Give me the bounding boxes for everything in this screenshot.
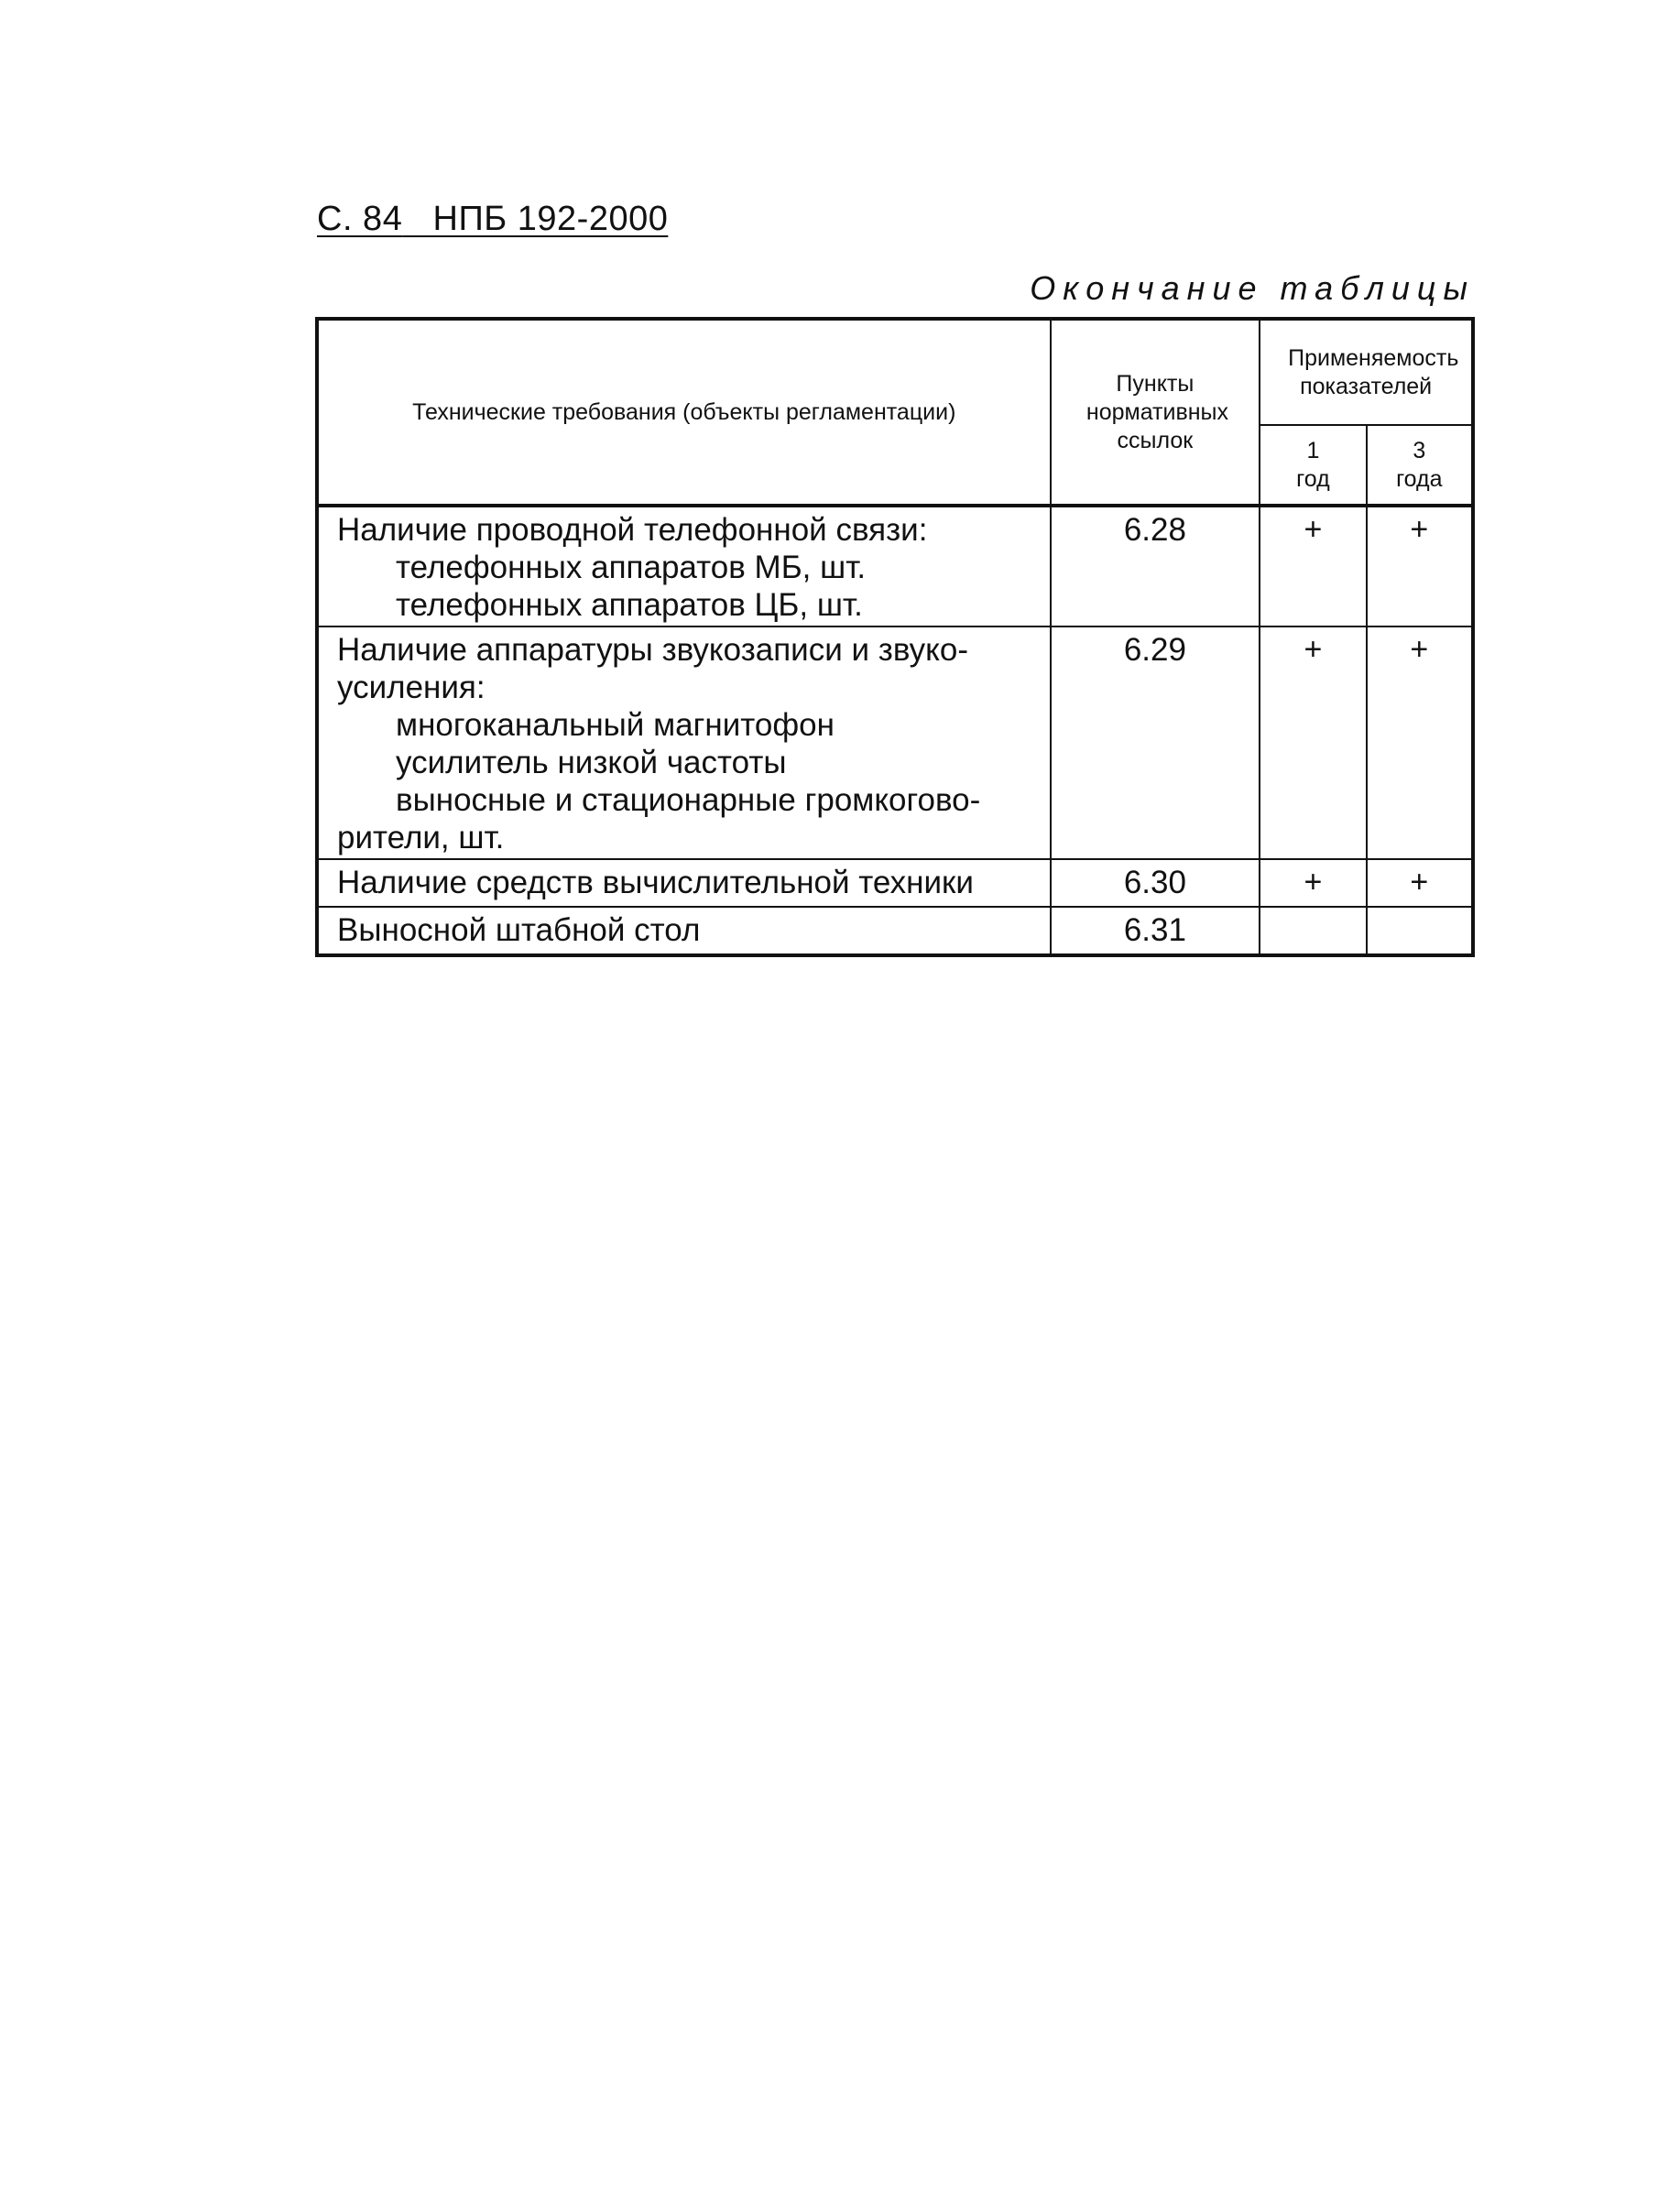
applicability-3-years-cell: +: [1367, 506, 1473, 626]
table-body: [317, 506, 1473, 955]
applicability-1-year-cell: [1260, 907, 1366, 955]
requirement-line: рители, шт.: [337, 820, 505, 855]
column-header-references-text: Пункты нормативных ссылок: [1085, 370, 1229, 453]
requirement-line: телефонных аппаратов ЦБ, шт.: [396, 587, 863, 623]
requirement-line: усилитель низкой частоты: [396, 745, 787, 780]
column-header-references: [1051, 319, 1260, 506]
table-row: [317, 907, 1473, 955]
reference-cell: 6.30: [1051, 859, 1260, 907]
requirement-line: Выносной штабной стол: [337, 912, 701, 948]
requirement-line: Наличие аппаратуры звукозаписи и звуко-: [337, 632, 968, 668]
year-1-unit: год: [1296, 465, 1330, 492]
column-header-year-3: [1367, 425, 1473, 506]
applicability-3-years-cell: +: [1367, 626, 1473, 859]
year-3-unit: года: [1396, 465, 1443, 492]
requirement-line: Наличие средств вычислительной техники: [337, 865, 974, 900]
applicability-3-years-cell: +: [1367, 859, 1473, 907]
table-caption: Окончание таблицы: [1030, 269, 1475, 307]
year-1-number: 1: [1306, 437, 1320, 463]
document-code: НПБ 192-2000: [432, 200, 669, 238]
table-row: [317, 626, 1473, 859]
applicability-3-years-cell: [1367, 907, 1473, 955]
applicability-1-year-cell: +: [1260, 859, 1366, 907]
column-header-applicability-text: Применяемость показателей: [1288, 344, 1459, 399]
reference-cell: 6.31: [1051, 907, 1260, 955]
requirements-table: [315, 317, 1475, 957]
column-header-year-1: [1260, 425, 1366, 506]
requirement-cell: [317, 859, 1051, 907]
requirement-line: Наличие проводной телефонной связи:: [337, 512, 928, 548]
table-row: [317, 859, 1473, 907]
requirement-cell: [317, 506, 1051, 626]
year-3-number: 3: [1413, 437, 1426, 463]
applicability-1-year-cell: +: [1260, 626, 1366, 859]
column-header-applicability: [1260, 319, 1473, 425]
requirement-line: усиления:: [337, 670, 485, 705]
reference-cell: 6.29: [1051, 626, 1260, 859]
requirement-line: многоканальный магнитофон: [396, 707, 835, 743]
applicability-1-year-cell: +: [1260, 506, 1366, 626]
page-number: С. 84: [317, 200, 403, 238]
requirement-cell: [317, 626, 1051, 859]
requirement-line: телефонных аппаратов МБ, шт.: [396, 550, 867, 585]
requirement-cell: [317, 907, 1051, 955]
page-header: [317, 200, 668, 239]
column-header-requirements: Технические требования (объекты регламентации): [317, 319, 1051, 506]
requirement-line: выносные и стационарные громкогово-: [396, 782, 981, 818]
table-row: [317, 506, 1473, 626]
reference-cell: 6.28: [1051, 506, 1260, 626]
